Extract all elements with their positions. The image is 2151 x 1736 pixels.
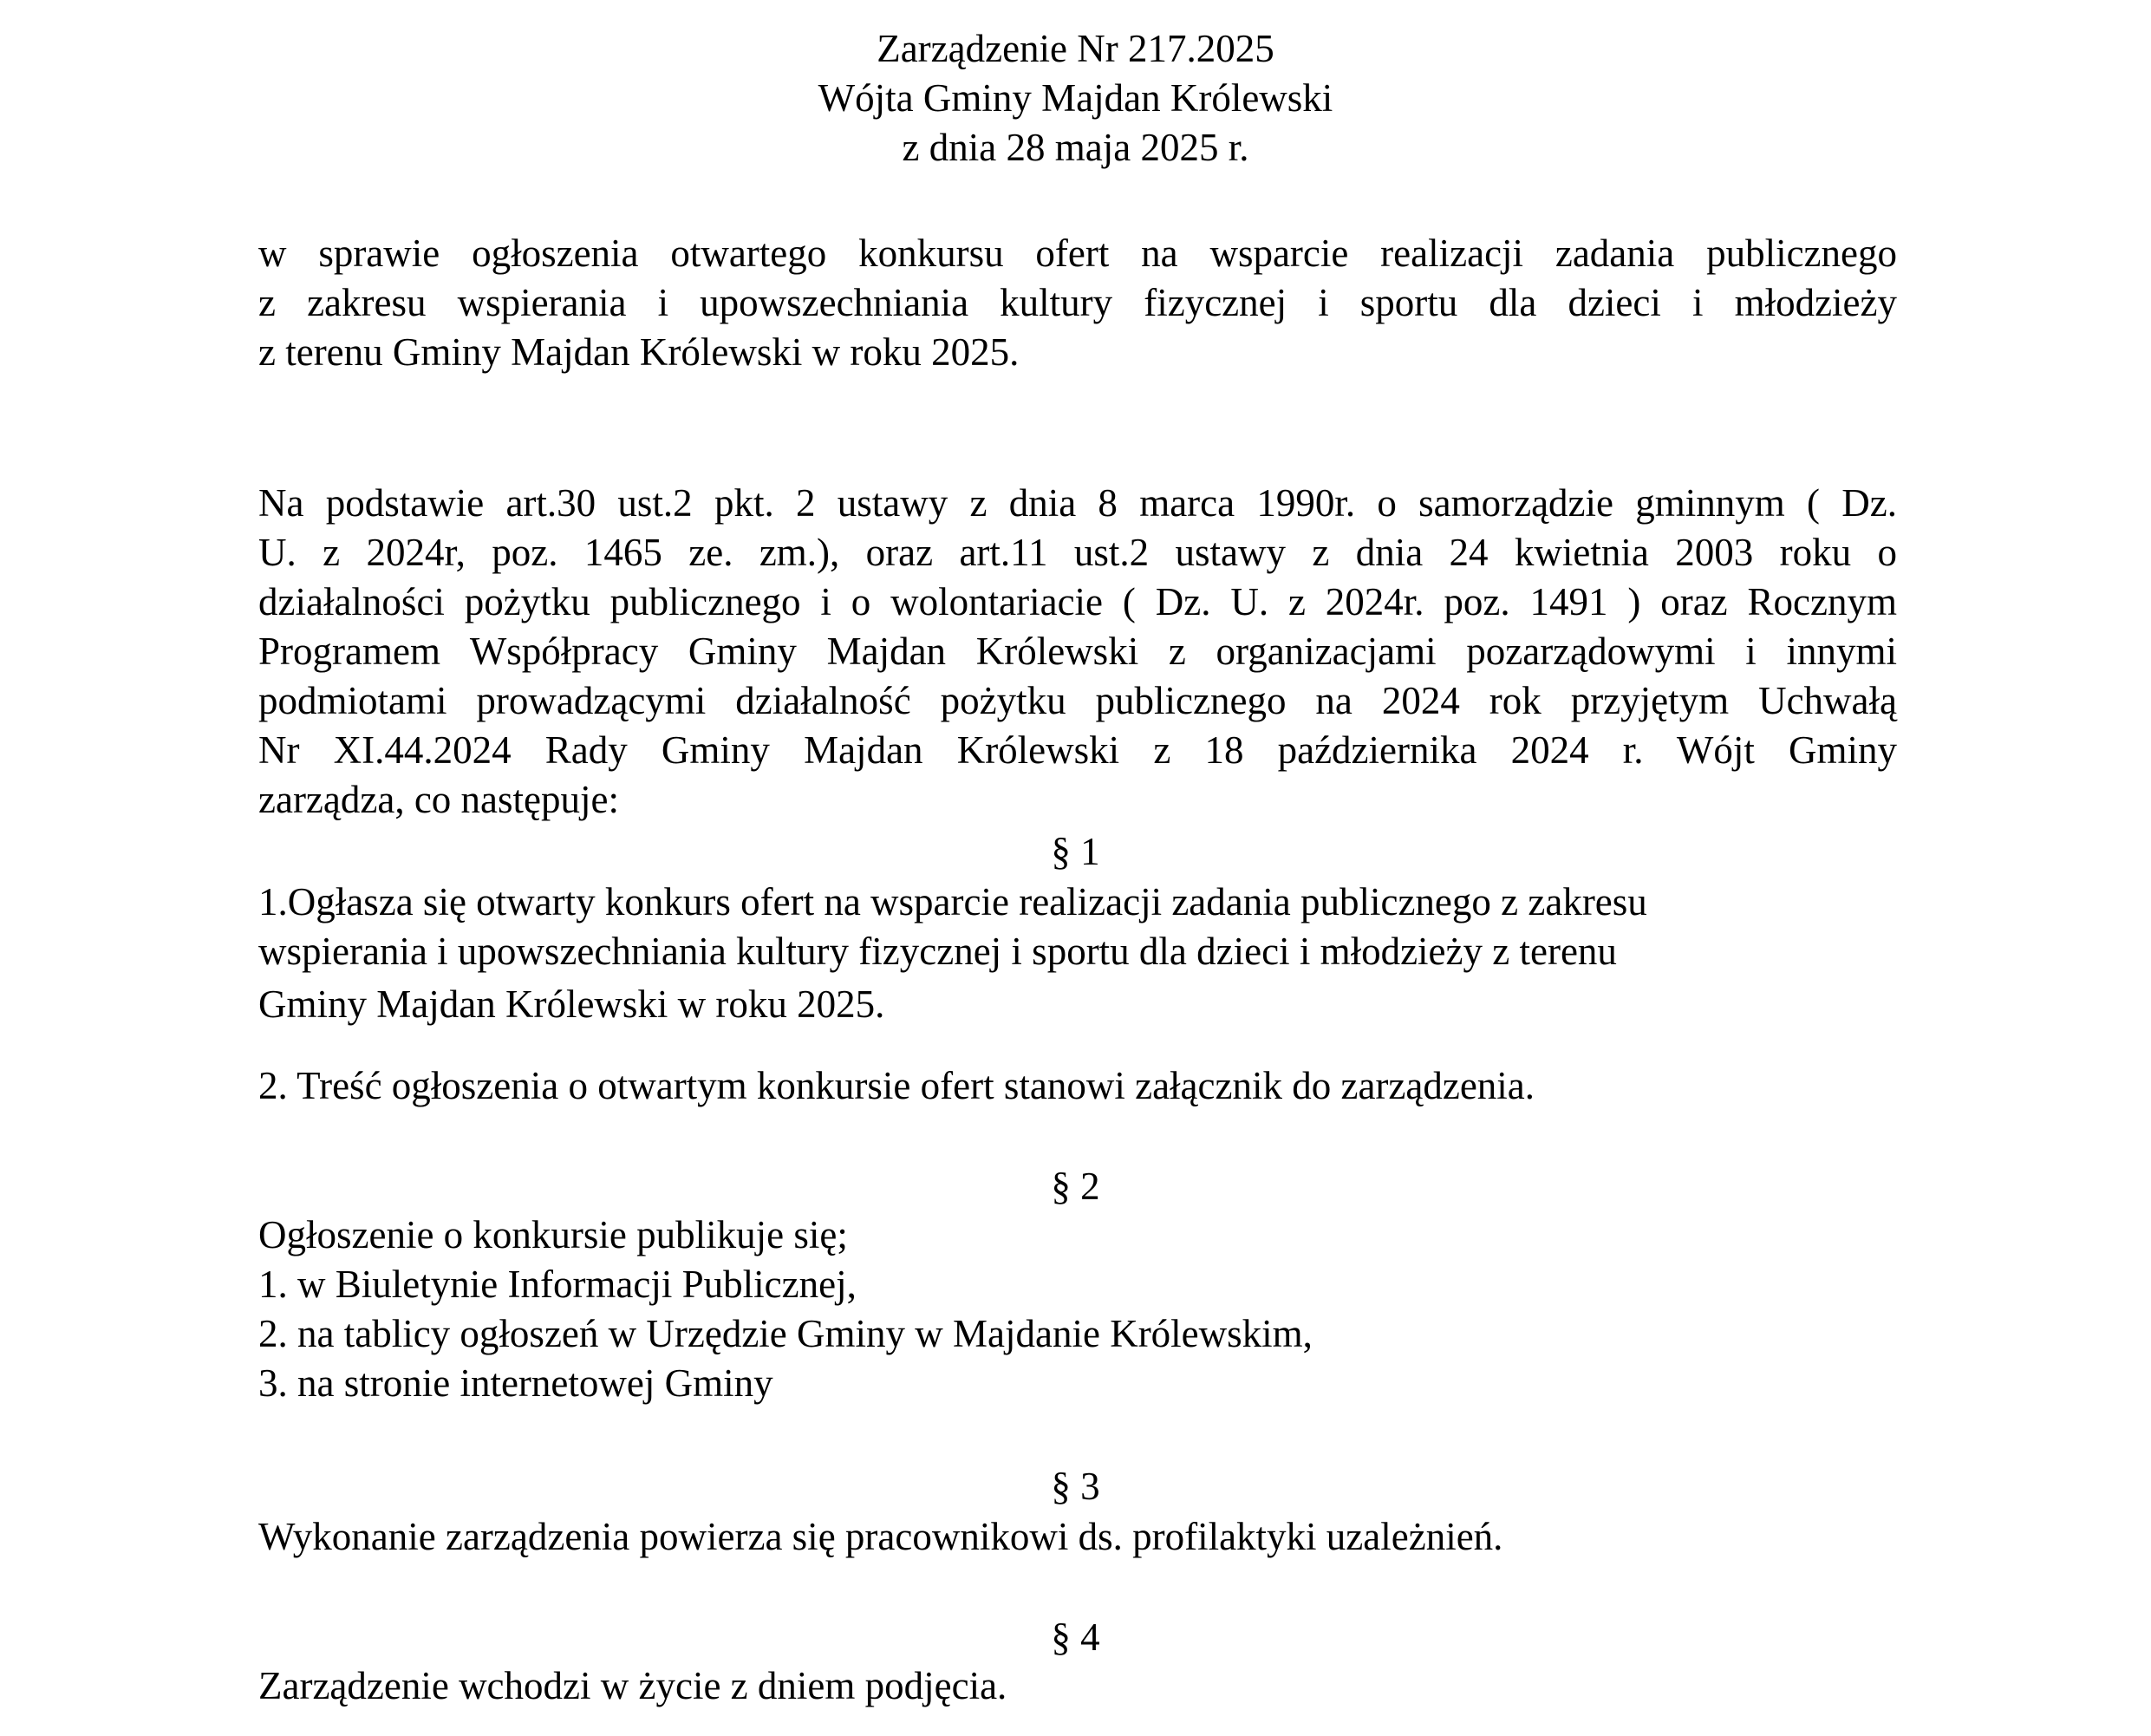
section-3-text: Wykonanie zarządzenia powierza się pracownikowi ds. profilaktyki uzależnień. [258, 1515, 1503, 1558]
section-3-body [258, 1512, 1897, 1562]
section-4-body [258, 1661, 1897, 1711]
section-4-text: Zarządzenie wchodzi w życie z dniem podjęcia. [258, 1664, 1007, 1707]
legal-basis-line: Na podstawie art.30 ust.2 pkt. 2 ustawy z dnia 8 marca 1990r. o samorządzie gminnym ( Dz. [258, 481, 1897, 525]
section-4-heading: § 4 [1051, 1615, 1100, 1659]
section-1-point-2 [258, 1061, 1897, 1111]
legal-basis-line: Nr XI.44.2024 Rady Gminy Majdan Królewski z 18 października 2024 r. Wójt Gminy [258, 728, 1897, 772]
publication-list-item: 3. na stronie internetowej Gminy [258, 1361, 773, 1405]
section-1-point-1-line: Gminy Majdan Królewski w roku 2025. [258, 982, 885, 1026]
legal-basis-line: U. z 2024r, poz. 1465 ze. zm.), oraz art.11 ust.2 ustawy z dnia 24 kwietnia 2003 roku o [258, 531, 1897, 574]
document-header [0, 24, 2151, 173]
legal-basis-line: podmiotami prowadzącymi działalność pożytku publicznego na 2024 rok przyjętym Uchwałą [258, 679, 1897, 722]
section-3-heading: § 3 [1051, 1465, 1100, 1508]
subject-line: w sprawie ogłoszenia otwartego konkursu ofert na wsparcie realizacji zadania publicznego [258, 232, 1897, 275]
document-date: z dnia 28 maja 2025 r. [902, 126, 1249, 169]
legal-basis [258, 479, 1897, 825]
section-2-intro: Ogłoszenie o konkursie publikuje się; [258, 1213, 848, 1256]
section-2-body [258, 1211, 1897, 1408]
section-1-heading: § 1 [1051, 830, 1100, 873]
document-issuer: Wójta Gminy Majdan Królewski [818, 76, 1333, 120]
subject-line: z terenu Gminy Majdan Królewski w roku 2025. [258, 330, 1020, 374]
document-title: Zarządzenie Nr 217.2025 [877, 27, 1274, 70]
document-subject [258, 229, 1897, 377]
publication-list-item: 2. na tablicy ogłoszeń w Urzędzie Gminy w Majdanie Królewskim, [258, 1312, 1313, 1355]
publication-list-item: 1. w Biuletynie Informacji Publicznej, [258, 1263, 857, 1306]
legal-basis-line: Programem Współpracy Gminy Majdan Królewski z organizacjami pozarządowymi i innymi [258, 630, 1897, 673]
legal-basis-line: działalności pożytku publicznego i o wolontariacie ( Dz. U. z 2024r. poz. 1491 ) oraz Rocznym [258, 580, 1897, 623]
legal-basis-line: zarządza, co następuje: [258, 778, 619, 821]
section-2-heading: § 2 [1051, 1165, 1100, 1208]
subject-line: z zakresu wspierania i upowszechniania kultury fizycznej i sportu dla dzieci i młodzieży [258, 281, 1897, 324]
section-1-point-1-line: wspierania i upowszechniania kultury fizycznej i sportu dla dzieci i młodzieży z terenu [258, 930, 1617, 973]
section-1-point-1-line: 1.Ogłasza się otwarty konkurs ofert na wsparcie realizacji zadania publicznego z zakresu [258, 880, 1647, 923]
section-1-point-1 [258, 878, 1897, 1029]
section-1-point-2-text: 2. Treść ogłoszenia o otwartym konkursie ofert stanowi załącznik do zarządzenia. [258, 1064, 1535, 1107]
